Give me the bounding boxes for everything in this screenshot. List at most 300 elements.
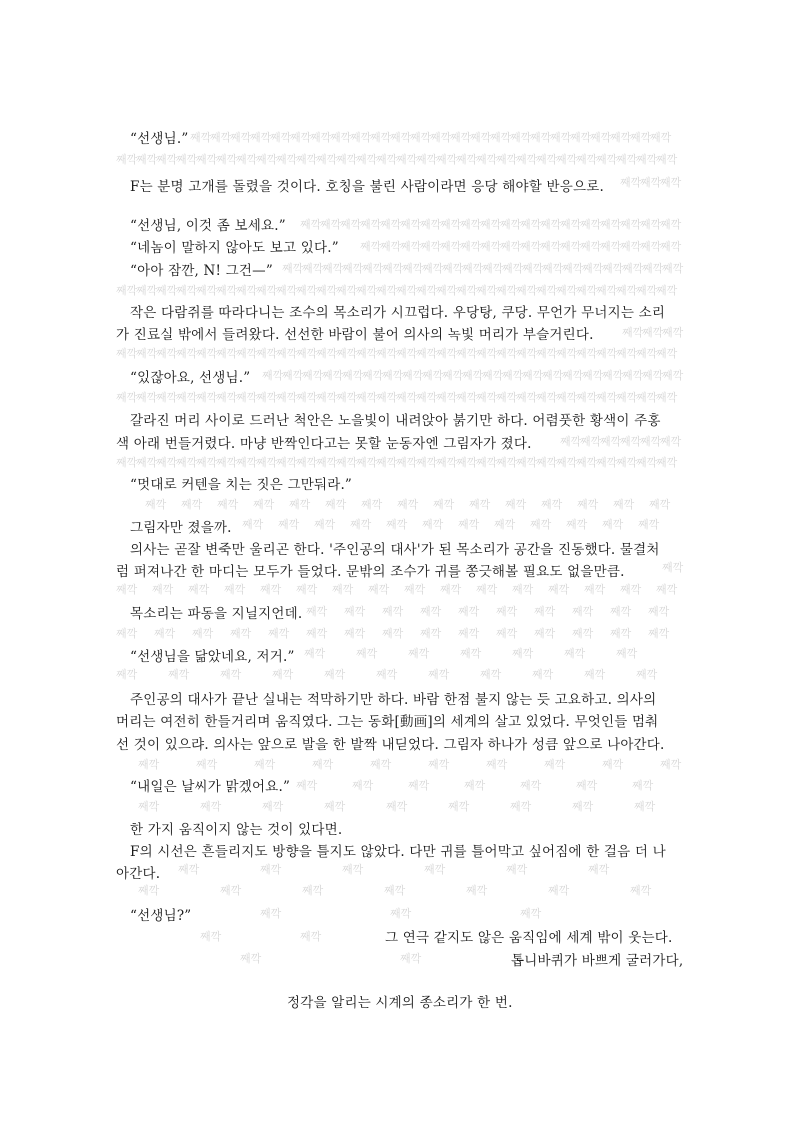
watermark-text: 째깍 <box>220 884 242 897</box>
watermark-text: 째깍 <box>496 627 518 640</box>
watermark-text: 째깍 <box>620 218 642 231</box>
watermark-text: 째깍 <box>176 391 198 404</box>
watermark-text: 째깍 <box>322 369 344 382</box>
watermark-text: 째깍 <box>304 647 326 660</box>
watermark-text: 째깍 <box>636 347 658 360</box>
watermark-text: 째깍 <box>496 284 518 297</box>
watermark-text: 째깍 <box>430 131 452 144</box>
watermark-text: 째깍 <box>382 627 404 640</box>
watermark-text: 째깍 <box>276 456 298 469</box>
watermark-text: 째깍 <box>530 131 552 144</box>
watermark-text: 째깍 <box>408 647 430 660</box>
watermark-text: 째깍 <box>516 153 538 166</box>
watermark-text: 째깍 <box>196 347 218 360</box>
watermark-text: 째깍 <box>436 347 458 360</box>
watermark-text: 째깍 <box>476 153 498 166</box>
watermark-text: 째깍 <box>600 218 622 231</box>
watermark-text: 째깍 <box>540 240 562 253</box>
watermark-text: 째깍 <box>496 391 518 404</box>
watermark-text: 째깍 <box>512 647 534 660</box>
watermark-text: 째깍 <box>556 391 578 404</box>
watermark-text: 째깍 <box>116 583 138 596</box>
watermark-text: 째깍 <box>278 518 300 531</box>
narration-line: 의사는 곧잘 변죽만 울리곤 한다. '주인공의 대사'가 된 목소리가 공간을 진동했다. 물결처 <box>130 542 660 558</box>
watermark-text: 째깍 <box>116 391 138 404</box>
watermark-text: 째깍 <box>336 456 358 469</box>
watermark-text: 째깍 <box>376 284 398 297</box>
watermark-text: 째깍 <box>456 456 478 469</box>
watermark-text: 째깍 <box>620 176 642 189</box>
dialogue-line: “멋대로 커텐을 치는 짓은 그만둬라.” <box>130 477 353 493</box>
watermark-text: 째깍 <box>342 369 364 382</box>
watermark-text: 째깍 <box>640 218 662 231</box>
watermark-text: 째깍 <box>400 218 422 231</box>
watermark-text: 째깍 <box>242 518 264 531</box>
watermark-text: 째깍 <box>250 131 272 144</box>
watermark-text: 째깍 <box>154 627 176 640</box>
watermark-text: 째깍 <box>424 863 446 876</box>
watermark-text: 째깍 <box>584 583 606 596</box>
watermark-text: 째깍 <box>500 240 522 253</box>
watermark-text: 째깍 <box>196 758 218 771</box>
watermark-text: 째깍 <box>330 131 352 144</box>
watermark-text: 째깍 <box>516 391 538 404</box>
watermark-text: 째깍 <box>496 456 518 469</box>
watermark-text: 째깍 <box>580 435 602 448</box>
watermark-text: 째깍 <box>520 779 542 792</box>
watermark-text: 째깍 <box>520 240 542 253</box>
watermark-text: 째깍 <box>620 435 642 448</box>
watermark-text: 째깍 <box>660 176 682 189</box>
watermark-text: 째깍 <box>210 131 232 144</box>
watermark-text: 째깍 <box>422 369 444 382</box>
watermark-text: 째깍 <box>216 153 238 166</box>
watermark-text: 째깍 <box>520 907 542 920</box>
narration-line: 그림자만 졌을까. <box>130 520 232 536</box>
watermark-text: 째깍 <box>256 456 278 469</box>
watermark-text: 째깍 <box>196 153 218 166</box>
watermark-text: 째깍 <box>600 435 622 448</box>
watermark-text: 째깍 <box>456 153 478 166</box>
watermark-text: 째깍 <box>476 456 498 469</box>
watermark-text: 째깍 <box>656 153 678 166</box>
watermark-text: 째깍 <box>510 131 532 144</box>
watermark-text: 째깍 <box>649 498 671 511</box>
watermark-text: 째깍 <box>302 369 324 382</box>
watermark-text: 째깍 <box>276 347 298 360</box>
watermark-text: 째깍 <box>176 284 198 297</box>
watermark-text: 째깍 <box>576 284 598 297</box>
watermark-text: 째깍 <box>200 930 222 943</box>
watermark-text: 째깍 <box>616 153 638 166</box>
watermark-text: 째깍 <box>116 347 138 360</box>
watermark-text: 째깍 <box>217 498 239 511</box>
dialogue-line: “선생님을 닮았네요, 저거.” <box>130 649 295 665</box>
watermark-text: 째깍 <box>289 498 311 511</box>
watermark-text: 째깍 <box>522 262 544 275</box>
watermark-text: 째깍 <box>577 498 599 511</box>
watermark-text: 째깍 <box>580 218 602 231</box>
watermark-text: 째깍 <box>316 284 338 297</box>
watermark-text: 째깍 <box>505 498 527 511</box>
watermark-text: 째깍 <box>458 518 480 531</box>
watermark-text: 째깍 <box>136 153 158 166</box>
watermark-text: 째깍 <box>145 498 167 511</box>
dialogue-line: “선생님.” <box>130 131 189 147</box>
watermark-text: 째깍 <box>176 347 198 360</box>
watermark-text: 째깍 <box>296 153 318 166</box>
watermark-text: 째깍 <box>216 347 238 360</box>
watermark-text: 째깍 <box>610 627 632 640</box>
watermark-text: 째깍 <box>152 583 174 596</box>
watermark-text: 째깍 <box>325 498 347 511</box>
watermark-text: 째깍 <box>316 153 338 166</box>
watermark-text: 째깍 <box>196 391 218 404</box>
watermark-text: 째깍 <box>502 369 524 382</box>
watermark-text: 째깍 <box>386 518 408 531</box>
narration-line: 머리는 여전히 한들거리며 움직였다. 그는 동화[動画]의 세계의 살고 있었다. 무엇인들 멈춰 <box>116 714 659 730</box>
watermark-text: 째깍 <box>416 284 438 297</box>
watermark-text: 째깍 <box>116 627 138 640</box>
watermark-text: 째깍 <box>620 240 642 253</box>
watermark-text: 째깍 <box>532 668 554 681</box>
watermark-text: 째깍 <box>290 131 312 144</box>
watermark-text: 째깍 <box>556 347 578 360</box>
watermark-text: 째깍 <box>458 605 480 618</box>
watermark-text: 째깍 <box>506 863 528 876</box>
watermark-text: 째깍 <box>420 240 442 253</box>
watermark-text: 째깍 <box>600 240 622 253</box>
narration-line: 목소리는 파동을 지닐지언데. <box>130 606 303 622</box>
watermark-text: 째깍 <box>462 369 484 382</box>
watermark-text: 째깍 <box>306 605 328 618</box>
watermark-text: 째깍 <box>276 153 298 166</box>
watermark-text: 째깍 <box>510 800 532 813</box>
watermark-text: 째깍 <box>376 668 398 681</box>
watermark-text: 째깍 <box>560 218 582 231</box>
watermark-text: 째깍 <box>428 668 450 681</box>
watermark-text: 째깍 <box>660 758 682 771</box>
watermark-text: 째깍 <box>613 498 635 511</box>
watermark-text: 째깍 <box>282 262 304 275</box>
watermark-text: 째깍 <box>260 863 282 876</box>
watermark-text: 째깍 <box>436 153 458 166</box>
watermark-text: 째깍 <box>340 218 362 231</box>
watermark-text: 째깍 <box>636 284 658 297</box>
watermark-text: 째깍 <box>236 391 258 404</box>
watermark-text: 째깍 <box>662 262 684 275</box>
watermark-text: 째깍 <box>382 605 404 618</box>
watermark-text: 째깍 <box>420 627 442 640</box>
watermark-text: 째깍 <box>580 240 602 253</box>
watermark-text: 째깍 <box>310 131 332 144</box>
watermark-text: 째깍 <box>342 863 364 876</box>
watermark-text: 째깍 <box>660 435 682 448</box>
watermark-text: 째깍 <box>496 347 518 360</box>
watermark-text: 째깍 <box>570 131 592 144</box>
watermark-text: 째깍 <box>396 456 418 469</box>
watermark-text: 째깍 <box>602 262 624 275</box>
watermark-text: 째깍 <box>356 284 378 297</box>
watermark-text: 째깍 <box>616 391 638 404</box>
watermark-text: 째깍 <box>566 518 588 531</box>
watermark-text: 째깍 <box>300 930 322 943</box>
watermark-text: 째깍 <box>256 391 278 404</box>
watermark-text: 째깍 <box>536 456 558 469</box>
watermark-text: 째깍 <box>456 284 478 297</box>
watermark-text: 째깍 <box>616 347 638 360</box>
watermark-text: 째깍 <box>516 347 538 360</box>
watermark-text: 째깍 <box>436 391 458 404</box>
watermark-text: 째깍 <box>192 627 214 640</box>
watermark-text: 째깍 <box>480 668 502 681</box>
dialogue-line: “선생님?” <box>130 908 192 924</box>
watermark-text: 째깍 <box>536 153 558 166</box>
watermark-text: 째깍 <box>188 583 210 596</box>
watermark-text: 째깍 <box>536 284 558 297</box>
watermark-text: 째깍 <box>662 326 684 339</box>
watermark-text: 째깍 <box>396 153 418 166</box>
watermark-text: 째깍 <box>176 456 198 469</box>
watermark-text: 째깍 <box>662 561 684 574</box>
watermark-text: 째깍 <box>440 240 462 253</box>
watermark-text: 째깍 <box>616 647 638 660</box>
watermark-text: 째깍 <box>404 583 426 596</box>
watermark-text: 째깍 <box>262 369 284 382</box>
watermark-text: 째깍 <box>636 668 658 681</box>
watermark-text: 째깍 <box>576 153 598 166</box>
watermark-text: 째깍 <box>442 262 464 275</box>
watermark-text: 째깍 <box>200 800 222 813</box>
watermark-text: 째깍 <box>602 518 624 531</box>
watermark-text: 째깍 <box>302 884 324 897</box>
watermark-text: 째깍 <box>542 262 564 275</box>
watermark-text: 째깍 <box>400 240 422 253</box>
watermark-text: 째깍 <box>656 583 678 596</box>
watermark-text: 째깍 <box>480 240 502 253</box>
watermark-text: 째깍 <box>422 262 444 275</box>
watermark-text: 째깍 <box>416 153 438 166</box>
watermark-text: 째깍 <box>382 262 404 275</box>
watermark-text: 째깍 <box>544 758 566 771</box>
watermark-text: 째깍 <box>640 435 662 448</box>
watermark-text: 째깍 <box>190 131 212 144</box>
watermark-text: 째깍 <box>636 153 658 166</box>
watermark-text: 째깍 <box>316 347 338 360</box>
watermark-text: 째깍 <box>262 800 284 813</box>
watermark-text: 째깍 <box>296 347 318 360</box>
watermark-text: 째깍 <box>482 369 504 382</box>
dialogue-line: “선생님, 이것 좀 보세요.” <box>130 218 286 234</box>
watermark-text: 째깍 <box>336 347 358 360</box>
watermark-text: 째깍 <box>344 605 366 618</box>
narration-line: 톱니바퀴가 바쁘게 굴러가다, <box>511 953 684 969</box>
watermark-text: 째깍 <box>216 284 238 297</box>
watermark-text: 째깍 <box>296 456 318 469</box>
watermark-text: 째깍 <box>576 391 598 404</box>
watermark-text: 째깍 <box>596 153 618 166</box>
watermark-text: 째깍 <box>562 262 584 275</box>
watermark-text: 째깍 <box>396 284 418 297</box>
watermark-text: 째깍 <box>400 952 422 965</box>
watermark-text: 째깍 <box>502 262 524 275</box>
watermark-text: 째깍 <box>356 153 378 166</box>
watermark-text: 째깍 <box>640 240 662 253</box>
watermark-text: 째깍 <box>530 518 552 531</box>
watermark-text: 째깍 <box>476 583 498 596</box>
watermark-text: 째깍 <box>610 605 632 618</box>
narration-line: 갈라진 머리 사이로 드러난 척안은 노을빛이 내려앉아 붉기만 하다. 어렴풋한 황색이 주홍 <box>130 413 661 429</box>
watermark-text: 째깍 <box>536 347 558 360</box>
watermark-text: 째깍 <box>360 240 382 253</box>
watermark-text: 째깍 <box>596 391 618 404</box>
watermark-text: 째깍 <box>296 391 318 404</box>
watermark-text: 째깍 <box>224 583 246 596</box>
watermark-text: 째깍 <box>382 369 404 382</box>
watermark-text: 째깍 <box>376 153 398 166</box>
watermark-text: 째깍 <box>456 391 478 404</box>
watermark-text: 째깍 <box>230 131 252 144</box>
watermark-text: 째깍 <box>436 284 458 297</box>
watermark-text: 째깍 <box>296 284 318 297</box>
watermark-text: 째깍 <box>630 884 652 897</box>
watermark-text: 째깍 <box>362 369 384 382</box>
watermark-text: 째깍 <box>324 668 346 681</box>
watermark-text: 째깍 <box>540 218 562 231</box>
watermark-text: 째깍 <box>622 326 644 339</box>
watermark-text: 째깍 <box>342 262 364 275</box>
watermark-text: 째깍 <box>572 605 594 618</box>
watermark-text: 째깍 <box>220 668 242 681</box>
watermark-text: 째깍 <box>494 518 516 531</box>
watermark-text: 째깍 <box>268 627 290 640</box>
watermark-text: 째깍 <box>350 518 372 531</box>
watermark-text: 째깍 <box>322 262 344 275</box>
watermark-text: 째깍 <box>136 347 158 360</box>
watermark-text: 째깍 <box>476 284 498 297</box>
watermark-text: 째깍 <box>522 369 544 382</box>
watermark-text: 째깍 <box>490 131 512 144</box>
watermark-text: 째깍 <box>396 347 418 360</box>
watermark-text: 째깍 <box>656 456 678 469</box>
narration-line: 색 아래 번들거렸다. 마냥 반짝인다고는 못할 눈동자엔 그림자가 졌다. <box>116 436 532 452</box>
watermark-text: 째깍 <box>642 369 664 382</box>
watermark-text: 째깍 <box>456 347 478 360</box>
watermark-text: 째깍 <box>360 218 382 231</box>
watermark-text: 째깍 <box>332 583 354 596</box>
watermark-text: 째깍 <box>656 391 678 404</box>
watermark-text: 째깍 <box>396 391 418 404</box>
watermark-text: 째깍 <box>236 153 258 166</box>
watermark-text: 째깍 <box>556 153 578 166</box>
watermark-text: 째깍 <box>181 498 203 511</box>
watermark-text: 째깍 <box>116 456 138 469</box>
watermark-text: 째깍 <box>282 369 304 382</box>
watermark-text: 째깍 <box>496 605 518 618</box>
watermark-text: 째깍 <box>116 668 138 681</box>
watermark-text: 째깍 <box>480 218 502 231</box>
watermark-text: 째깍 <box>306 627 328 640</box>
watermark-text: 째깍 <box>616 284 638 297</box>
watermark-text: 째깍 <box>656 284 678 297</box>
watermark-text: 째깍 <box>116 153 138 166</box>
watermark-text: 째깍 <box>440 218 462 231</box>
watermark-text: 째깍 <box>156 456 178 469</box>
watermark-text: 째깍 <box>256 153 278 166</box>
watermark-text: 째깍 <box>253 498 275 511</box>
watermark-text: 째깍 <box>564 647 586 660</box>
watermark-text: 째깍 <box>260 907 282 920</box>
watermark-text: 째깍 <box>168 668 190 681</box>
watermark-text: 째깍 <box>302 262 324 275</box>
narration-line: 작은 다람쥐를 따라다니는 조수의 목소리가 시끄럽다. 우당탕, 쿠당. 무언가 무너지는 소리 <box>130 305 666 321</box>
dialogue-line: “있잖아요, 선생님.” <box>130 370 251 386</box>
watermark-text: 째깍 <box>270 131 292 144</box>
watermark-text: 째깍 <box>656 347 678 360</box>
watermark-text: 째깍 <box>464 779 486 792</box>
watermark-text: 째깍 <box>576 347 598 360</box>
watermark-text: 째깍 <box>632 779 654 792</box>
watermark-text: 째깍 <box>548 884 570 897</box>
watermark-text: 째깍 <box>344 627 366 640</box>
watermark-text: 째깍 <box>356 347 378 360</box>
watermark-text: 째깍 <box>512 583 534 596</box>
dialogue-line: “내일은 날씨가 맑겠어요.” <box>130 779 291 795</box>
watermark-text: 째깍 <box>640 176 662 189</box>
watermark-text: 째깍 <box>370 131 392 144</box>
watermark-text: 째깍 <box>422 518 444 531</box>
watermark-text: 째깍 <box>216 391 238 404</box>
watermark-text: 째깍 <box>660 218 682 231</box>
narration-line: 주인공의 대사가 끝난 실내는 적막하기만 하다. 바람 한점 불지 않는 듯 고요하고. 의사의 <box>130 692 657 708</box>
watermark-text: 째깍 <box>416 391 438 404</box>
watermark-text: 째깍 <box>316 391 338 404</box>
watermark-text: 째깍 <box>368 583 390 596</box>
watermark-text: 째깍 <box>156 391 178 404</box>
watermark-text: 째깍 <box>240 952 262 965</box>
watermark-text: 째깍 <box>469 498 491 511</box>
watermark-text: 째깍 <box>500 218 522 231</box>
watermark-text: 째깍 <box>176 153 198 166</box>
watermark-text: 째깍 <box>634 800 656 813</box>
watermark-text: 째깍 <box>486 758 508 771</box>
watermark-text: 째깍 <box>384 884 406 897</box>
watermark-text: 째깍 <box>376 347 398 360</box>
watermark-text: 째깍 <box>156 153 178 166</box>
watermark-text: 째깍 <box>466 884 488 897</box>
watermark-text: 째깍 <box>602 758 624 771</box>
watermark-text: 째깍 <box>476 391 498 404</box>
watermark-text: 째깍 <box>556 284 578 297</box>
watermark-text: 째깍 <box>560 240 582 253</box>
watermark-text: 째깍 <box>350 131 372 144</box>
watermark-text: 째깍 <box>541 498 563 511</box>
watermark-text: 째깍 <box>362 262 384 275</box>
watermark-text: 째깍 <box>442 369 464 382</box>
watermark-text: 째깍 <box>520 218 542 231</box>
narration-line: 그 연극 같지도 않은 움직임에 세계 밖이 웃는다. <box>385 930 673 946</box>
watermark-text: 째깍 <box>622 369 644 382</box>
watermark-text: 째깍 <box>648 605 670 618</box>
watermark-text: 째깍 <box>560 435 582 448</box>
watermark-text: 째깍 <box>416 347 438 360</box>
watermark-text: 째깍 <box>320 218 342 231</box>
watermark-text: 째깍 <box>390 907 412 920</box>
watermark-text: 째깍 <box>156 347 178 360</box>
dialogue-line: “아아 잠깐, N! 그건—” <box>130 263 273 279</box>
watermark-text: 째깍 <box>428 758 450 771</box>
watermark-text: 째깍 <box>376 456 398 469</box>
